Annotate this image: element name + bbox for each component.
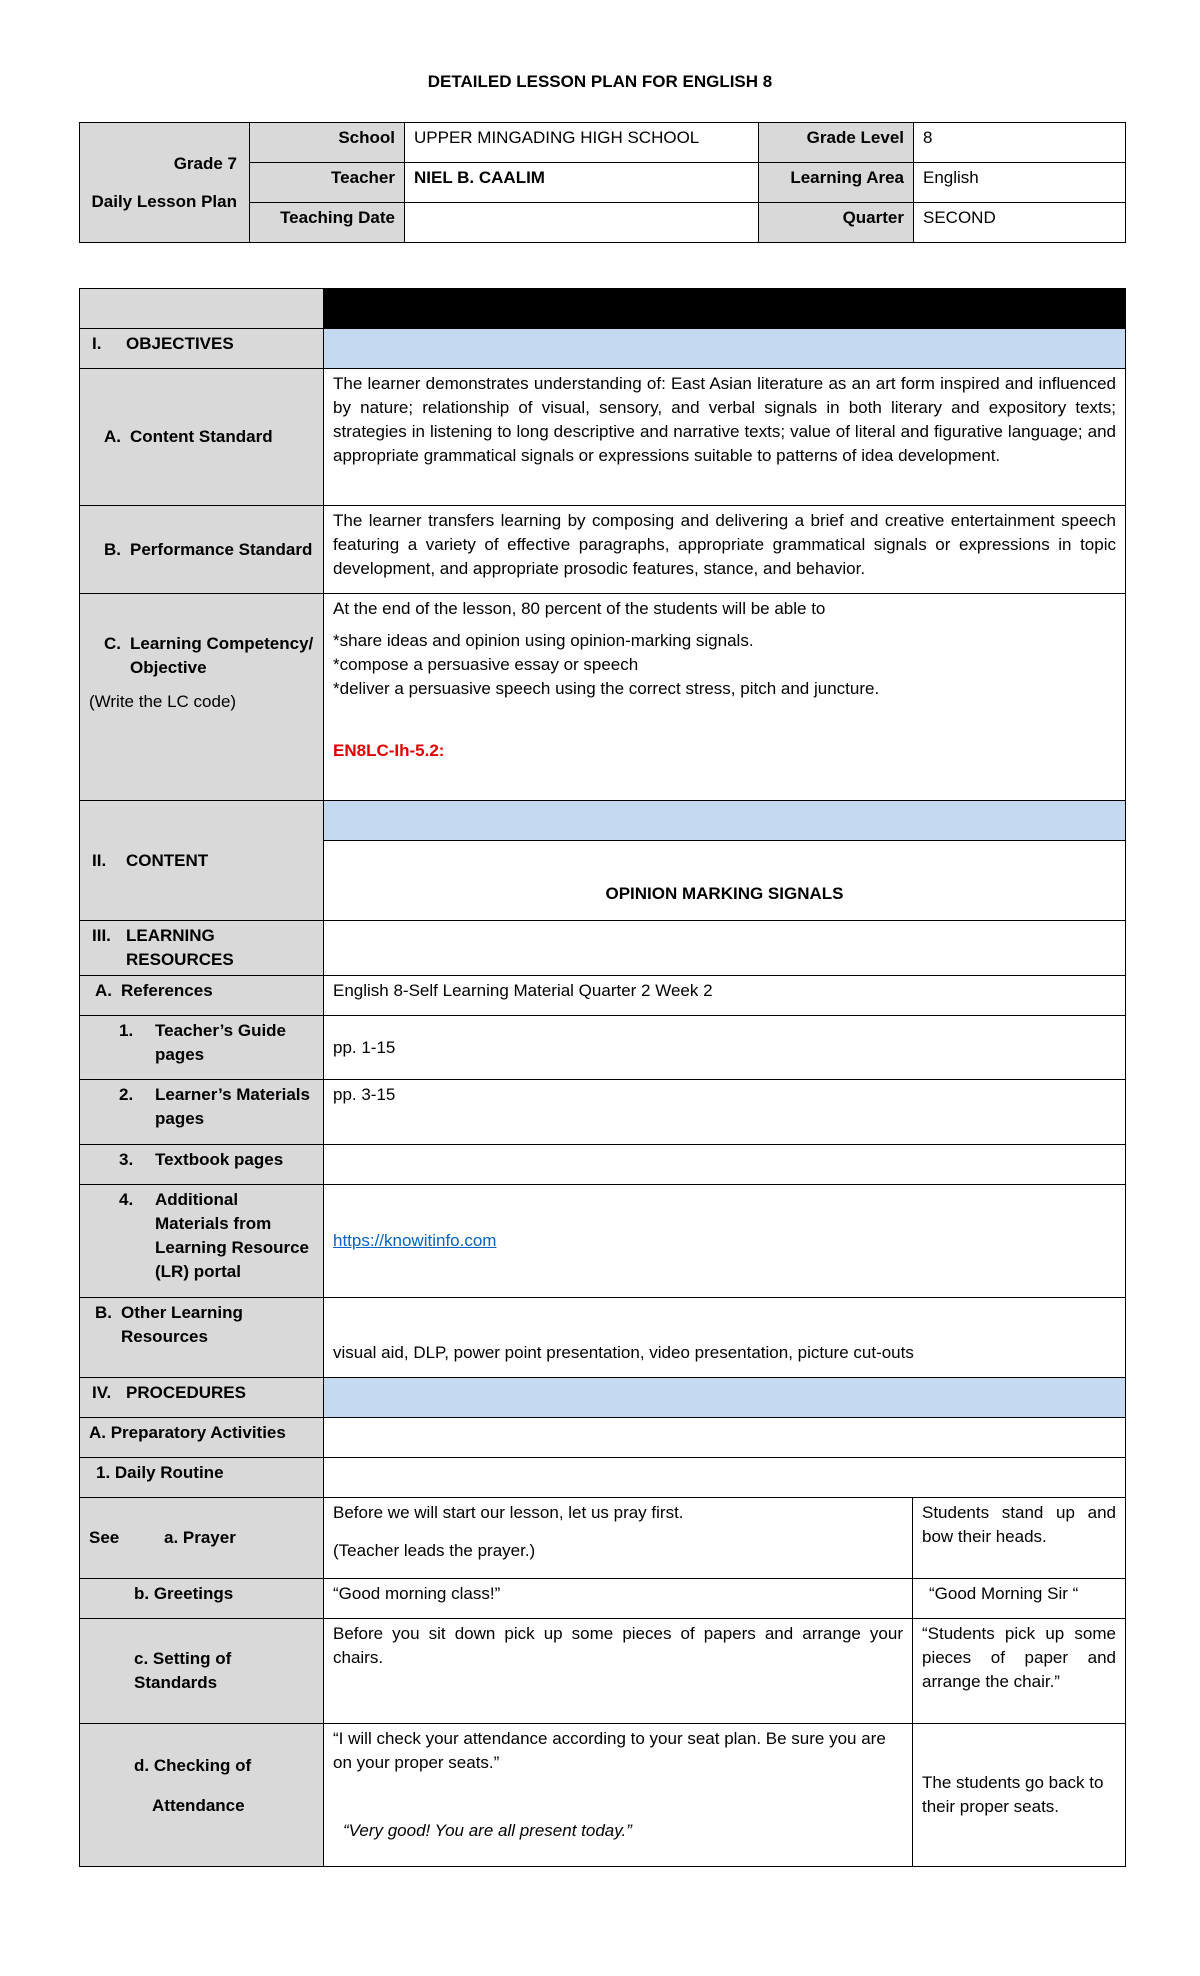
greetings-student: “Good Morning Sir “ <box>913 1579 1126 1619</box>
preparatory-activities-label: A. Preparatory Activities <box>80 1418 324 1458</box>
prayer-teacher-line: Before we will start our lesson, let us pray first. <box>333 1503 684 1522</box>
content-standard-label: Content Standard <box>130 427 273 446</box>
procedures-heading <box>80 1378 324 1418</box>
quarter-value: SECOND <box>914 203 1126 243</box>
prayer-prefix: See <box>89 1528 120 1547</box>
dlp-label: Daily Lesson Plan <box>91 191 237 211</box>
performance-standard-text: The learner transfers learning by composing and delivering a brief and creative entertainment speech featuring a variety of effective paragraphs, appropriate grammatical signals or expressions in topic development, and appropriate prosodic features, stance, and behavior. <box>324 506 1126 594</box>
attendance-label-line1: d. Checking of <box>134 1756 252 1775</box>
learning-competency-num: C. <box>104 634 121 653</box>
lc-item: *compose a persuasive essay or speech <box>333 655 639 674</box>
lr-portal-label-cell <box>80 1185 324 1298</box>
learning-resources-empty <box>324 921 1126 976</box>
lm-num: 2. <box>119 1085 134 1104</box>
greetings-label: b. Greetings <box>80 1579 324 1619</box>
lc-item: *share ideas and opinion using opinion-marking signals. <box>333 631 754 650</box>
lc-intro: At the end of the lesson, 80 percent of the students will be able to <box>333 599 826 618</box>
tg-num: 1. <box>119 1021 134 1040</box>
school-label: School <box>250 123 405 163</box>
performance-standard-num: B. <box>104 539 121 559</box>
learning-resources-num: III. <box>92 926 111 945</box>
teaching-date-label: Teaching Date <box>250 203 405 243</box>
grade-level-value: 8 <box>914 123 1126 163</box>
attendance-label-cell <box>80 1724 324 1867</box>
tg-label: Teacher’s Guide pages <box>155 1021 287 1064</box>
content-heading <box>80 801 324 921</box>
learning-resources-label: LEARNING RESOURCES <box>126 926 234 969</box>
content-standard-num: A. <box>104 427 121 446</box>
content-num: II. <box>92 850 107 870</box>
references-value: English 8-Self Learning Material Quarter 2 Week 2 <box>324 976 1126 1016</box>
lm-label-cell <box>80 1080 324 1145</box>
procedures-label: PROCEDURES <box>126 1383 246 1402</box>
lr-portal-value-cell <box>324 1185 1126 1298</box>
lr-portal-num: 4. <box>119 1190 134 1209</box>
prayer-teacher-cell <box>324 1498 913 1579</box>
black-header-bar <box>324 289 1126 329</box>
attendance-label-line2: Attendance <box>152 1796 245 1815</box>
teaching-date-value <box>405 203 759 243</box>
references-label-cell <box>80 976 324 1016</box>
textbook-label: Textbook pages <box>155 1150 284 1169</box>
teacher-value: NIEL B. CAALIM <box>405 163 759 203</box>
references-num: A. <box>95 981 112 1000</box>
procedures-num: IV. <box>92 1383 112 1402</box>
prayer-label: a. Prayer <box>163 1528 236 1547</box>
standards-label: c. Setting of Standards <box>80 1619 324 1724</box>
textbook-num: 3. <box>119 1150 134 1169</box>
page-title: DETAILED LESSON PLAN FOR ENGLISH 8 <box>427 72 773 91</box>
standards-teacher: Before you sit down pick up some pieces of papers and arrange your chairs. <box>324 1619 913 1724</box>
other-resources-value: visual aid, DLP, power point presentation, video presentation, picture cut-outs <box>324 1298 1126 1378</box>
content-standard-text: The learner demonstrates understanding of: East Asian literature as an art form inspired and influenced by nature; relationship of visual, sensory, and verbal signals in both literary and expository texts; strategies in listening to long descriptive and narrative texts; value of literal and figurative language; and appropriate grammatical signals or expressions suitable to patterns of idea development. <box>324 369 1126 506</box>
lc-code-note: (Write the LC code) <box>89 692 237 711</box>
school-value: UPPER MINGADING HIGH SCHOOL <box>405 123 759 163</box>
lr-portal-link[interactable]: https://knowitinfo.com <box>333 1231 497 1250</box>
prayer-label-cell <box>80 1498 324 1579</box>
tg-value: pp. 1-15 <box>324 1016 1126 1080</box>
content-standard-label-cell <box>80 369 324 506</box>
preparatory-activities-empty <box>324 1418 1126 1458</box>
teacher-label: Teacher <box>250 163 405 203</box>
prayer-student: Students stand up and bow their heads. <box>913 1498 1126 1579</box>
learning-area-label: Learning Area <box>759 163 914 203</box>
learning-competency-content <box>324 594 1126 801</box>
objectives-blue-bar <box>324 329 1126 369</box>
textbook-value <box>324 1145 1126 1185</box>
lm-value: pp. 3-15 <box>324 1080 1126 1145</box>
daily-routine-label: 1. Daily Routine <box>80 1458 324 1498</box>
grade-label: Grade 7 <box>173 153 237 173</box>
grade-level-label: Grade Level <box>759 123 914 163</box>
other-resources-num: B. <box>95 1303 112 1322</box>
content-label: CONTENT <box>126 850 209 870</box>
top-left-cell <box>80 289 324 329</box>
textbook-label-cell <box>80 1145 324 1185</box>
grade-cell <box>80 123 250 243</box>
lc-code: EN8LC-Ih-5.2: <box>333 741 445 760</box>
quarter-label: Quarter <box>759 203 914 243</box>
daily-routine-empty <box>324 1458 1126 1498</box>
attendance-teacher-praise: “Very good! You are all present today.” <box>343 1821 632 1840</box>
lm-label: Learner’s Materials pages <box>155 1085 310 1128</box>
tg-label-cell <box>80 1016 324 1080</box>
prayer-teacher-note: (Teacher leads the prayer.) <box>333 1541 536 1560</box>
other-resources-label: Other Learning Resources <box>121 1303 243 1346</box>
learning-area-value: English <box>914 163 1126 203</box>
objectives-label: OBJECTIVES <box>126 334 234 353</box>
greetings-teacher: “Good morning class!” <box>324 1579 913 1619</box>
procedures-blue-bar <box>324 1378 1126 1418</box>
content-topic: OPINION MARKING SIGNALS <box>324 841 1126 921</box>
lc-item: *deliver a persuasive speech using the correct stress, pitch and juncture. <box>333 679 880 698</box>
lesson-plan-table <box>79 288 1126 1867</box>
header-table <box>79 122 1126 243</box>
other-resources-label-cell <box>80 1298 324 1378</box>
objectives-heading <box>80 329 324 369</box>
standards-student: “Students pick up some pieces of paper and arrange the chair.” <box>913 1619 1126 1724</box>
attendance-student: The students go back to their proper seats. <box>913 1724 1126 1867</box>
attendance-teacher-line: “I will check your attendance according to your seat plan. Be sure you are on your proper seats.” <box>333 1729 886 1772</box>
learning-competency-label-cell <box>80 594 324 801</box>
performance-standard-label: Performance Standard <box>130 539 313 559</box>
lr-portal-label: Additional Materials from Learning Resource (LR) portal <box>155 1190 309 1281</box>
attendance-teacher-cell <box>324 1724 913 1867</box>
learning-resources-heading <box>80 921 324 976</box>
content-blue-bar <box>324 801 1126 841</box>
objectives-num: I. <box>92 334 102 353</box>
performance-standard-label-cell <box>80 506 324 594</box>
learning-competency-label: Learning Competency/Objective <box>130 634 314 677</box>
references-label: References <box>121 981 213 1000</box>
